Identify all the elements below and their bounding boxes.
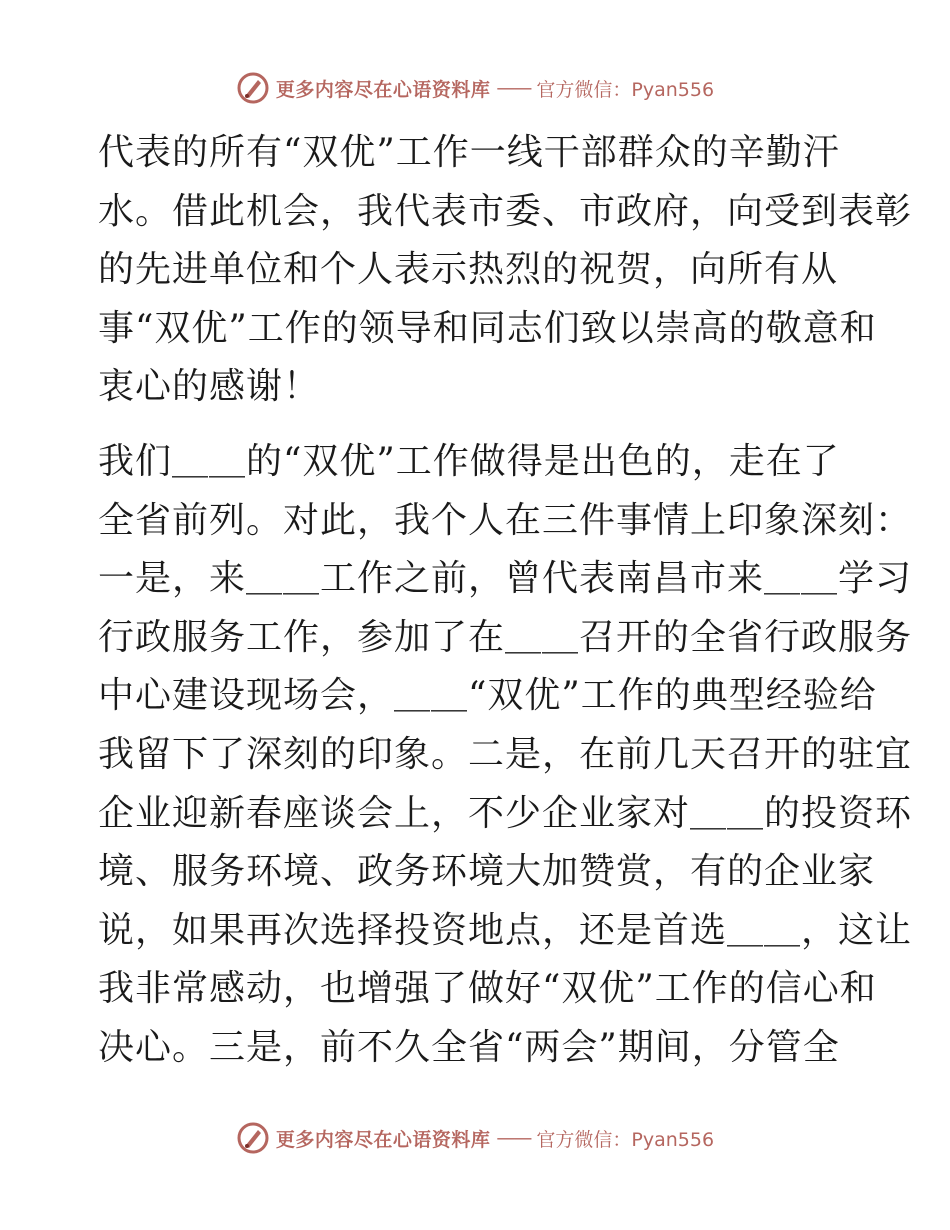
text-line: 行政服务工作，参加了在＿＿召开的全省行政服务 — [98, 616, 913, 658]
watermark-separator: —— — [496, 1127, 531, 1149]
text-line: 境、服务环境、政务环境大加赞赏，有的企业家 — [98, 851, 876, 893]
paragraph — [98, 124, 913, 417]
text-line: 中心建设现场会，＿＿“双优”工作的典型经验给 — [98, 675, 877, 717]
text-line: 衷心的感谢！ — [98, 366, 321, 408]
text-line: 全省前列。对此，我个人在三件事情上印象深刻： — [98, 499, 913, 541]
text-line: 的先进单位和个人表示热烈的祝贺，向所有从 — [98, 249, 839, 291]
text-line: 说，如果再次选择投资地点，还是首选＿＿，这让 — [98, 909, 913, 951]
watermark-contact-text: 官方微信：Pyan556 — [536, 1128, 715, 1151]
header-watermark — [0, 68, 950, 108]
watermark-main-text: 更多内容尽在心语资料库 — [275, 78, 491, 101]
text-line: 一是，来＿＿工作之前，曾代表南昌市来＿＿学习 — [98, 558, 913, 600]
watermark-main-text: 更多内容尽在心语资料库 — [275, 1128, 491, 1151]
text-line: 水。借此机会，我代表市委、市政府，向受到表彰 — [98, 190, 913, 232]
text-line: 我们＿＿的“双优”工作做得是出色的，走在了 — [98, 440, 840, 482]
watermark-separator: —— — [496, 77, 531, 99]
text-line: 代表的所有“双优”工作一线干部群众的辛勤汗 — [98, 132, 840, 173]
text-line: 决心。三是，前不久全省“两会”期间，分管全 — [98, 1026, 840, 1068]
text-line: 我留下了深刻的印象。二是，在前几天召开的驻宜 — [98, 733, 913, 775]
text-line: 事“双优”工作的领导和同志们致以崇高的敬意和 — [98, 307, 877, 349]
pen-seal-icon — [236, 1121, 270, 1155]
pen-seal-icon — [236, 71, 270, 105]
footer-watermark — [0, 1118, 950, 1158]
text-line: 企业迎新春座谈会上，不少企业家对＿＿的投资环 — [98, 792, 913, 834]
text-line: 我非常感动，也增强了做好“双优”工作的信心和 — [98, 968, 877, 1010]
watermark-contact-text: 官方微信：Pyan556 — [536, 78, 715, 101]
document-body — [98, 124, 913, 1078]
paragraph — [98, 433, 913, 1078]
